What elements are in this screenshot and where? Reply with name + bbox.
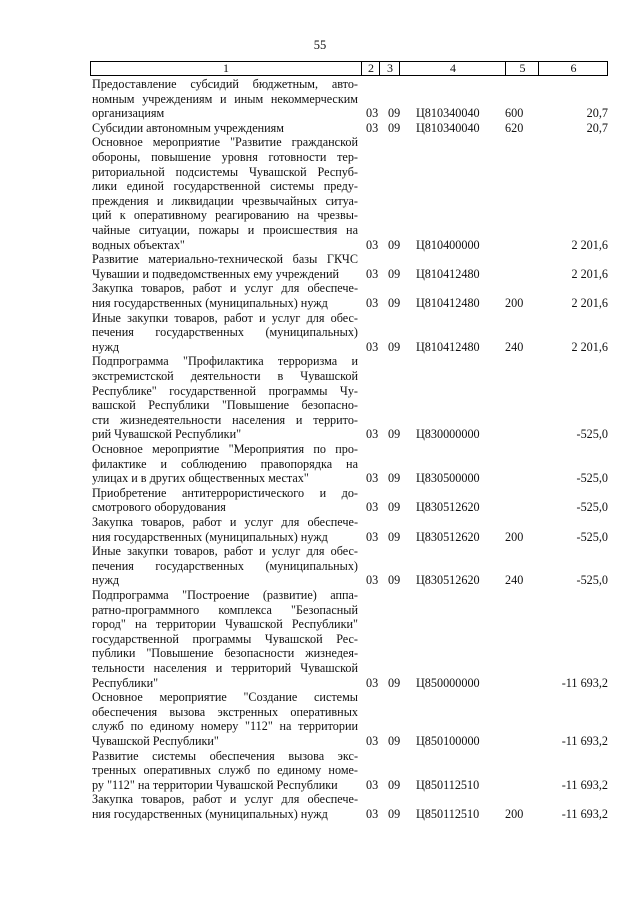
row-description [92, 311, 358, 355]
row-cell-c2: 03 [366, 806, 379, 821]
description-line: обеспечения вызова экстренных оперативных [92, 704, 358, 719]
description-line: филактике и соблюдению правопорядка на [92, 456, 358, 471]
row-cell-c5: 200 [505, 529, 524, 544]
row-cell-c6: 2 201,6 [571, 237, 608, 252]
row-cell-c6: -11 693,2 [561, 806, 608, 821]
row-cell-c6: -11 693,2 [561, 675, 608, 690]
description-line: экстремистской деятельности в Чувашской [92, 368, 358, 383]
description-line: ций к оперативному реагированию на чрезвы- [92, 208, 358, 223]
row-cell-c6: -525,0 [576, 573, 608, 588]
header-col-5: 5 [505, 62, 539, 75]
row-cell-c2: 03 [366, 471, 379, 486]
row-description [92, 121, 358, 136]
row-cell-c4: Ц830512620 [416, 573, 480, 588]
table-row [0, 792, 640, 821]
row-description [92, 515, 358, 544]
description-line: печения государственных (муниципальных) [92, 325, 358, 340]
row-cell-c6: 2 201,6 [571, 266, 608, 281]
table-row [0, 544, 640, 588]
description-line: вашской Республики "Повышение безопасно- [92, 398, 358, 413]
row-cell-c5: 200 [505, 806, 524, 821]
description-line: ру "112" на территории Чувашской Республики [92, 777, 338, 792]
row-cell-c3: 09 [388, 427, 401, 442]
description-line: номным учреждениям и иным некоммерческим [92, 91, 358, 106]
description-line: ния государственных (муниципальных) нужд [92, 295, 328, 310]
row-cell-c4: Ц850112510 [416, 777, 480, 792]
row-cell-c3: 09 [388, 806, 401, 821]
header-col-2: 2 [361, 62, 380, 75]
row-cell-c6: -525,0 [576, 471, 608, 486]
description-line: лики единой государственной системы преду- [92, 179, 358, 194]
row-cell-c5: 240 [505, 573, 524, 588]
table-row [0, 252, 640, 281]
description-line: смотрового оборудования [92, 500, 226, 515]
row-description [92, 588, 358, 690]
row-cell-c4: Ц810340040 [416, 106, 480, 121]
row-cell-c4: Ц830512620 [416, 529, 480, 544]
row-cell-c4: Ц850100000 [416, 733, 480, 748]
row-cell-c4: Ц810340040 [416, 120, 480, 135]
row-cell-c6: 20,7 [586, 106, 608, 121]
description-line: Иные закупки товаров, работ и услуг для обес- [92, 310, 358, 325]
row-cell-c2: 03 [366, 266, 379, 281]
description-line: Приобретение антитеррористического и до- [92, 485, 358, 500]
row-description [92, 749, 358, 793]
description-line: Развитие системы обеспечения вызова экс- [92, 748, 358, 763]
row-cell-c2: 03 [366, 237, 379, 252]
row-cell-c4: Ц830500000 [416, 471, 480, 486]
table-row [0, 354, 640, 442]
description-line: Основное мероприятие "Мероприятия по про- [92, 442, 358, 456]
description-line: Подпрограмма "Профилактика терроризма и [92, 354, 358, 369]
table-row [0, 442, 640, 486]
description-line: Закупка товаров, работ и услуг для обеспече- [92, 281, 358, 296]
row-cell-c3: 09 [388, 266, 401, 281]
row-cell-c2: 03 [366, 120, 379, 135]
row-description [92, 544, 358, 588]
row-cell-c3: 09 [388, 529, 401, 544]
description-line: Субсидии автономным учреждениям [92, 120, 284, 135]
table-row [0, 749, 640, 793]
table-row [0, 77, 640, 121]
header-col-3: 3 [379, 62, 400, 75]
table-row [0, 588, 640, 690]
row-cell-c3: 09 [388, 120, 401, 135]
description-line: публики "Повышение безопасности жизнедея- [92, 646, 358, 661]
description-line: город" на территории Чувашской Республики" [92, 617, 358, 632]
description-line: Республики" [92, 675, 159, 690]
row-cell-c6: -11 693,2 [561, 733, 608, 748]
row-cell-c2: 03 [366, 529, 379, 544]
description-line: риториальной подсистемы Чувашской Респуб- [92, 164, 358, 179]
description-line: служб по единому номеру "112" на территории [92, 719, 358, 734]
row-cell-c4: Ц830000000 [416, 427, 480, 442]
description-line: тельности населения и территорий Чувашской [92, 660, 358, 675]
row-cell-c4: Ц810412480 [416, 295, 480, 310]
description-line: ратно-программного комплекса "Безопасный [92, 602, 358, 617]
description-line: Чувашской Республики" [92, 733, 219, 748]
description-line: обороны, повышение уровня готовности тер- [92, 149, 358, 164]
row-cell-c3: 09 [388, 500, 401, 515]
row-cell-c4: Ц850112510 [416, 806, 480, 821]
row-cell-c6: -525,0 [576, 427, 608, 442]
description-line: печения государственных (муниципальных) [92, 558, 358, 573]
description-line: тренных оперативных служб по единому номе- [92, 763, 358, 778]
row-cell-c2: 03 [366, 733, 379, 748]
row-description [92, 792, 358, 821]
row-cell-c3: 09 [388, 339, 401, 354]
row-description [92, 252, 358, 281]
row-cell-c3: 09 [388, 675, 401, 690]
row-description [92, 135, 358, 252]
row-description [92, 354, 358, 442]
table-row [0, 135, 640, 252]
row-cell-c6: -11 693,2 [561, 777, 608, 792]
description-line: Развитие материально-технической базы ГКЧС [92, 252, 358, 267]
row-cell-c5: 600 [505, 106, 524, 121]
description-line: Закупка товаров, работ и услуг для обеспече- [92, 515, 358, 529]
row-cell-c2: 03 [366, 675, 379, 690]
description-line: ния государственных (муниципальных) нужд [92, 806, 328, 821]
description-line: Основное мероприятие "Создание системы [92, 690, 358, 705]
row-cell-c4: Ц850000000 [416, 675, 480, 690]
page-number: 55 [313, 38, 327, 52]
row-cell-c3: 09 [388, 471, 401, 486]
table-header [90, 61, 608, 76]
row-cell-c4: Ц830512620 [416, 500, 480, 515]
row-description [92, 77, 358, 121]
row-cell-c5: 620 [505, 120, 524, 135]
description-line: Республике" государственной программы Чу- [92, 383, 358, 398]
row-cell-c3: 09 [388, 106, 401, 121]
description-line: Иные закупки товаров, работ и услуг для обес- [92, 544, 358, 559]
description-line: нужд [92, 339, 120, 354]
description-line: государственной программы Чувашской Рес- [92, 631, 358, 646]
row-cell-c2: 03 [366, 339, 379, 354]
row-cell-c4: Ц810412480 [416, 266, 480, 281]
table-row [0, 311, 640, 355]
row-cell-c6: 20,7 [586, 120, 608, 135]
row-description [92, 442, 358, 486]
description-line: организациям [92, 106, 165, 121]
row-cell-c3: 09 [388, 733, 401, 748]
description-line: улицах и в других общественных местах" [92, 471, 309, 486]
row-cell-c3: 09 [388, 777, 401, 792]
description-line: Основное мероприятие "Развитие гражданской [92, 135, 358, 150]
row-cell-c5: 200 [505, 295, 524, 310]
row-cell-c2: 03 [366, 573, 379, 588]
row-cell-c6: -525,0 [576, 529, 608, 544]
row-description [92, 281, 358, 310]
header-col-6: 6 [538, 62, 608, 75]
row-cell-c2: 03 [366, 777, 379, 792]
header-col-4: 4 [399, 62, 506, 75]
description-line: рий Чувашской Республики" [92, 427, 242, 442]
row-cell-c2: 03 [366, 500, 379, 515]
description-line: нужд [92, 573, 120, 588]
row-cell-c4: Ц810412480 [416, 339, 480, 354]
row-cell-c3: 09 [388, 237, 401, 252]
description-line: водных объектах" [92, 237, 185, 252]
description-line: Предоставление субсидий бюджетным, авто- [92, 77, 358, 91]
row-cell-c4: Ц810400000 [416, 237, 480, 252]
description-line: преждения и ликвидации чрезвычайных ситуа- [92, 193, 358, 208]
description-line: сти жизнедеятельности населения и террито- [92, 412, 358, 427]
row-cell-c6: 2 201,6 [571, 339, 608, 354]
table-row [0, 515, 640, 544]
description-line: Подпрограмма "Построение (развитие) аппа- [92, 588, 358, 602]
row-description [92, 486, 358, 515]
description-line: ния государственных (муниципальных) нужд [92, 529, 328, 544]
row-cell-c2: 03 [366, 427, 379, 442]
row-cell-c3: 09 [388, 573, 401, 588]
row-cell-c3: 09 [388, 295, 401, 310]
row-cell-c2: 03 [366, 106, 379, 121]
description-line: чайные ситуации, пожары и происшествия на [92, 222, 358, 237]
row-cell-c6: 2 201,6 [571, 295, 608, 310]
row-cell-c6: -525,0 [576, 500, 608, 515]
table-row [0, 281, 640, 310]
table-row [0, 690, 640, 748]
row-cell-c2: 03 [366, 295, 379, 310]
row-description [92, 690, 358, 748]
table-row [0, 121, 640, 136]
description-line: Закупка товаров, работ и услуг для обеспече- [92, 792, 358, 807]
table-row [0, 486, 640, 515]
header-col-1: 1 [223, 61, 229, 75]
description-line: Чувашии и подведомственных ему учреждений [92, 266, 340, 281]
row-cell-c5: 240 [505, 339, 524, 354]
